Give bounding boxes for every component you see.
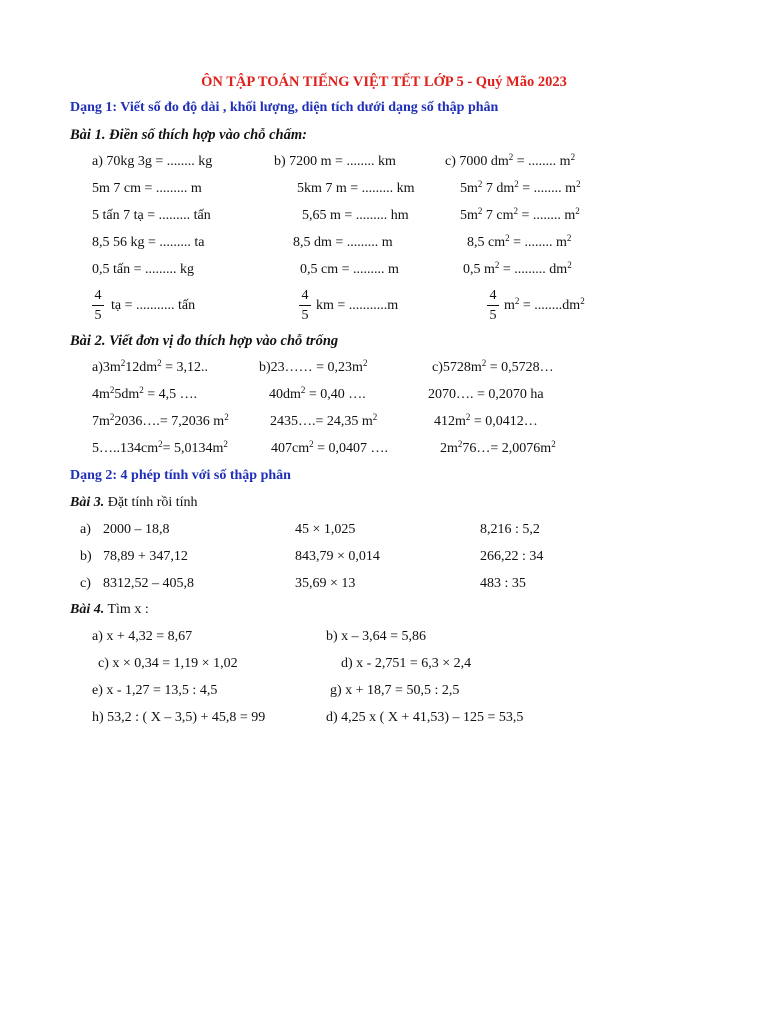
exercise-3-row-label: b) — [80, 549, 92, 564]
exercise-1-row-5-c: 0,5 $m^2$ = ......... $dm^2$ — [463, 260, 572, 277]
exercise-2-row-3-a: $7m^22036\dots.= 7,2036$ $m^2$ — [92, 412, 229, 429]
exercise-3-row-expr-3: 266,22 : 34 — [480, 549, 544, 564]
exercise-4-row-right: d) 4,25 x ( X + 41,53) – 125 = 53,5 — [326, 710, 524, 725]
exercise-2-row-3-b: 2435….= 24,35 $m^2$ — [270, 412, 378, 429]
exercise-2-title: Bài 2. Viết đơn vị đo thích hợp vào chỗ trống — [70, 333, 339, 349]
exercise-1-row-2-c: $5m^2$ 7 $dm^2$ = ........ $m^2$ — [460, 179, 581, 196]
exercise-2-row-4-b: $407cm^2 = 0,0407$ …. — [271, 439, 389, 456]
exercise-2-row-1-b: b)23…… = $0,23m^2$ — [259, 358, 368, 375]
exercise-2-row-2-c: 2070…. = 0,2070 ha — [428, 387, 544, 402]
exercise-2-row-2-a: $4m^25dm^2 = 4,5$ …. — [92, 385, 198, 402]
exercise-1-row-1-c: c) 7000 $dm^2$ = ........ $m^2$ — [445, 152, 576, 169]
exercise-1-row-4-c: 8,5 $cm^2$ = ........ $m^2$ — [467, 233, 572, 250]
section-heading-dang-1: Dạng 1: Viết số đo độ dài , khối lượng, diện tích dưới dạng số thập phân — [70, 100, 499, 115]
section-heading-dang-2: Dạng 2: 4 phép tính với số thập phân — [70, 468, 291, 483]
exercise-1-row-3-a: 5 tấn 7 tạ = ......... tấn — [92, 208, 211, 223]
exercise-4-row-right: d) x - 2,751 = 6,3 × 2,4 — [341, 656, 472, 671]
exercise-1-row-3-c: $5m^2$ 7 $cm^2$ = ........ $m^2$ — [460, 206, 580, 223]
exercise-1-row-6-c: $m^2 = ........dm^2$ — [504, 296, 585, 313]
exercise-2-row-4-a: $5\dots..134cm^2= 5,0134m^2$ — [92, 439, 228, 456]
exercise-3-row-label: c) — [80, 576, 91, 591]
exercise-1-row-6-b: km = ...........m — [316, 298, 399, 313]
exercise-3-row-label: a) — [80, 522, 91, 537]
exercise-3-row-expr-3: 483 : 35 — [480, 576, 526, 591]
exercise-3-row-expr-1: 2000 – 18,8 — [103, 522, 170, 537]
exercise-2-row-4-c: $2m^276\dots= 2,0076m^2$ — [440, 439, 556, 456]
exercise-4-row-left: h) 53,2 : ( X – 3,5) + 45,8 = 99 — [92, 710, 266, 725]
exercise-2-row-3-c: $412m^2$ = 0,0412… — [434, 412, 538, 429]
exercise-1-row-5-a: 0,5 tấn = ......... kg — [92, 262, 194, 277]
exercise-4-title: Bài 4. Tìm x : — [70, 602, 149, 617]
exercise-4-row-left: e) x - 1,27 = 13,5 : 4,5 — [92, 683, 218, 698]
exercise-4-row-left: a) x + 4,32 = 8,67 — [92, 629, 193, 644]
fraction-four-fifths: 4 5 — [487, 289, 499, 323]
fraction-four-fifths: 4 5 — [299, 289, 311, 323]
exercise-3-row-expr-1: 78,89 + 347,12 — [103, 549, 188, 564]
exercise-3-row-expr-2: 35,69 × 13 — [295, 576, 356, 591]
exercise-2-row-1-a: $a)3m^212dm^2 = 3,12$.. — [92, 358, 209, 375]
exercise-4-row-right: g) x + 18,7 = 50,5 : 2,5 — [330, 683, 460, 698]
exercise-1-title: Bài 1. Điền số thích hợp vào chỗ chấm: — [70, 127, 307, 143]
exercise-4-row-right: b) x – 3,64 = 5,86 — [326, 629, 427, 644]
fraction-four-fifths: 4 5 — [92, 289, 104, 323]
exercise-1-row-6-a: tạ = ........... tấn — [111, 298, 196, 313]
exercise-1-row-2-a: 5m 7 cm = ......... m — [92, 181, 202, 196]
exercise-2-row-2-b: $40dm^2 = 0,40$ …. — [269, 385, 366, 402]
exercise-1-row-1-a: a) 70kg 3g = ........ kg — [92, 154, 213, 169]
exercise-1-row-2-b: 5km 7 m = ......... km — [297, 181, 415, 196]
exercise-1-row-4-a: 8,5 56 kg = ......... ta — [92, 235, 205, 250]
exercise-1-row-4-b: 8,5 dm = ......... m — [293, 235, 393, 250]
exercise-2-row-1-c: $c)5728m^2$ = 0,5728… — [432, 358, 554, 375]
exercise-3-title: Bài 3. Đặt tính rồi tính — [70, 495, 198, 510]
exercise-4-row-left: c) x × 0,34 = 1,19 × 1,02 — [98, 656, 238, 671]
exercise-3-row-expr-1: 8312,52 – 405,8 — [103, 576, 194, 591]
exercise-3-row-expr-2: 843,79 × 0,014 — [295, 549, 380, 564]
exercise-3-row-expr-3: 8,216 : 5,2 — [480, 522, 540, 537]
exercise-3-row-expr-2: 45 × 1,025 — [295, 522, 356, 537]
exercise-1-row-3-b: 5,65 m = ......... hm — [302, 208, 409, 223]
exercise-1-row-5-b: 0,5 cm = ......... m — [300, 262, 399, 277]
exercise-1-row-1-b: b) 7200 m = ........ km — [274, 154, 396, 169]
page-title: ÔN TẬP TOÁN TIẾNG VIỆT TẾT LỚP 5 - Quý Mão 2023 — [201, 74, 567, 90]
